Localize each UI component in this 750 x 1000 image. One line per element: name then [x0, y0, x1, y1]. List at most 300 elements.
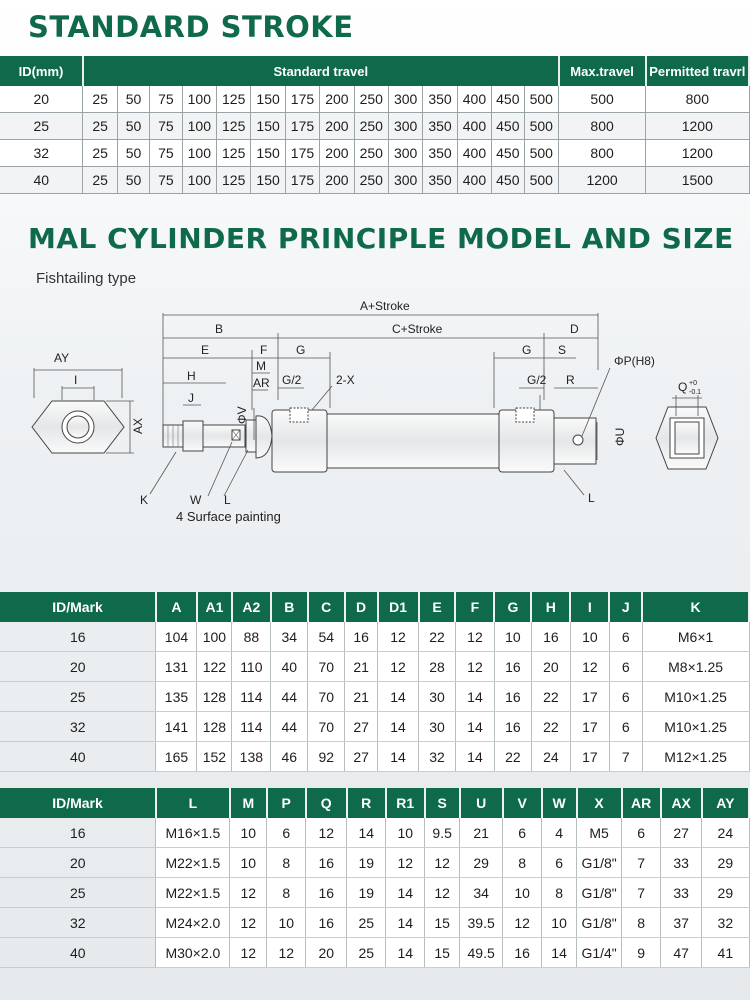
dimensions-2-value-cell: 29	[460, 848, 503, 878]
dimensions-1-value-cell: 16	[531, 622, 570, 652]
dimensions-2-value-cell: 33	[661, 878, 702, 908]
dimensions-2-value-cell: 12	[425, 878, 460, 908]
dimensions-1-value-cell: 128	[197, 712, 232, 742]
dimensions-1-value-cell: 27	[345, 742, 378, 772]
dimensions-1-row	[0, 652, 749, 682]
dimensions-2-value-cell: G1/8"	[577, 878, 622, 908]
dimensions-1-value-cell: 14	[378, 682, 419, 712]
dimensions-2-id-cell: 20	[0, 848, 156, 878]
dimensions-1-header-cell: J	[609, 592, 642, 622]
label-g-half-left: G/2	[282, 373, 302, 387]
dimensions-2-value-cell: 10	[386, 818, 425, 848]
dimensions-2-header-cell: S	[425, 788, 460, 818]
dimensions-1-value-cell: 92	[308, 742, 345, 772]
stroke-travel-cell: 250	[354, 140, 388, 167]
dimensions-1-value-cell: 12	[378, 652, 419, 682]
stroke-travel-cell: 300	[388, 167, 422, 194]
stroke-travel-cell: 25	[83, 113, 117, 140]
dimensions-1-value-cell: 54	[308, 622, 345, 652]
stroke-travel-cell: 25	[83, 86, 117, 113]
dimensions-2-value-cell: 49.5	[460, 938, 503, 968]
dimensions-1-header-cell: K	[642, 592, 749, 622]
label-ax: AX	[131, 417, 145, 434]
label-ar: AR	[253, 376, 270, 390]
stroke-row	[0, 140, 749, 167]
stroke-max-cell: 500	[559, 86, 646, 113]
stroke-travel-cell: 250	[354, 86, 388, 113]
dimensions-2-value-cell: 7	[622, 848, 661, 878]
dimensions-1-value-cell: 14	[455, 682, 494, 712]
dimensions-2-value-cell: 4	[542, 818, 577, 848]
dimensions-2-value-cell: M30×2.0	[156, 938, 230, 968]
dimensions-2-value-cell: 14	[386, 938, 425, 968]
dimensions-2-value-cell: 12	[230, 938, 267, 968]
stroke-travel-cell: 400	[457, 113, 491, 140]
dimensions-2-value-cell: 16	[306, 878, 347, 908]
dimensions-2-value-cell: 9.5	[425, 818, 460, 848]
dimensions-1-header-row	[0, 592, 749, 622]
dimensions-2-value-cell: 16	[503, 938, 542, 968]
dimensions-1-header-cell: H	[531, 592, 570, 622]
label-q: Q	[678, 380, 688, 394]
dimensions-1-value-cell: 70	[308, 712, 345, 742]
dimensions-2-value-cell: M22×1.5	[156, 848, 230, 878]
label-q-tol-up: +0	[689, 380, 697, 387]
dimensions-1-value-cell: 16	[494, 652, 531, 682]
stroke-row	[0, 86, 749, 113]
stroke-travel-cell: 450	[492, 113, 524, 140]
surface-painting-note: 4 Surface painting	[176, 509, 281, 524]
stroke-travel-cell: 500	[524, 167, 559, 194]
stroke-travel-cell: 50	[117, 140, 149, 167]
label-2x: 2-X	[336, 373, 355, 387]
dimensions-1-value-cell: 6	[609, 712, 642, 742]
stroke-travel-cell: 400	[457, 86, 491, 113]
dimensions-1-value-cell: 22	[531, 712, 570, 742]
dimensions-2-header-row	[0, 788, 749, 818]
stroke-travel-cell: 250	[354, 167, 388, 194]
label-b: B	[215, 322, 224, 336]
dimensions-1-header-cell: C	[308, 592, 345, 622]
dimensions-2-row	[0, 878, 749, 908]
label-phi-v: ΦV	[235, 406, 249, 424]
stroke-header-row	[0, 56, 749, 86]
stroke-travel-cell: 100	[182, 113, 216, 140]
dimensions-1-value-cell: 34	[271, 622, 308, 652]
dimensions-2-value-cell: 16	[306, 848, 347, 878]
stroke-travel-cell: 150	[251, 113, 285, 140]
dimensions-2-value-cell: 14	[542, 938, 577, 968]
dimensions-1-value-cell: 138	[232, 742, 271, 772]
dimensions-2-value-cell: 6	[503, 818, 542, 848]
dimensions-1-value-cell: 6	[609, 682, 642, 712]
dimensions-1-header-cell: A1	[197, 592, 232, 622]
dimensions-1-value-cell: 28	[419, 652, 456, 682]
stroke-id-cell: 40	[0, 167, 83, 194]
dimensions-2-value-cell: 25	[347, 938, 386, 968]
dimensions-1-id-cell: 25	[0, 682, 156, 712]
dimensions-1-id-cell: 32	[0, 712, 156, 742]
dimensions-1-value-cell: M8×1.25	[642, 652, 749, 682]
dimensions-1-value-cell: 17	[570, 682, 609, 712]
dimensions-2-id-cell: 32	[0, 908, 156, 938]
dimensions-2-value-cell: 10	[503, 878, 542, 908]
dimensions-2-value-cell: 47	[661, 938, 702, 968]
dimensions-1-value-cell: M10×1.25	[642, 712, 749, 742]
dimensions-2-value-cell: 33	[661, 848, 702, 878]
dimensions-2-header-cell: AY	[702, 788, 749, 818]
dimensions-1-header-cell: D1	[378, 592, 419, 622]
dimensions-table-1	[0, 592, 750, 772]
dimensions-1-value-cell: 12	[378, 622, 419, 652]
stroke-travel-cell: 350	[423, 140, 457, 167]
dimensions-1-value-cell: 27	[345, 712, 378, 742]
dimensions-1-value-cell: 22	[419, 622, 456, 652]
dimensions-2-value-cell: 29	[702, 848, 749, 878]
stroke-id-cell: 20	[0, 86, 83, 113]
stroke-travel-cell: 100	[182, 86, 216, 113]
stroke-travel-cell: 150	[251, 86, 285, 113]
dimensions-2-value-cell: 19	[347, 878, 386, 908]
dimensions-2-value-cell: 14	[347, 818, 386, 848]
stroke-travel-cell: 150	[251, 167, 285, 194]
dimensions-1-value-cell: 165	[156, 742, 197, 772]
stroke-travel-cell: 175	[285, 113, 319, 140]
header-standard-travel: Standard travel	[83, 56, 559, 86]
dimensions-1-value-cell: 131	[156, 652, 197, 682]
stroke-travel-cell: 300	[388, 113, 422, 140]
dimensions-1-value-cell: 114	[232, 712, 271, 742]
label-ay: AY	[54, 351, 70, 365]
label-phi-u: ΦU	[613, 427, 627, 446]
dimensions-2-value-cell: 15	[425, 908, 460, 938]
dimensions-1-value-cell: 141	[156, 712, 197, 742]
dimensions-1-value-cell: 44	[271, 682, 308, 712]
dimensions-1-value-cell: 30	[419, 682, 456, 712]
stroke-max-cell: 800	[559, 113, 646, 140]
stroke-travel-cell: 125	[217, 167, 251, 194]
dimensions-1-header-cell: G	[494, 592, 531, 622]
stroke-travel-cell: 350	[423, 113, 457, 140]
dimensions-1-value-cell: 88	[232, 622, 271, 652]
dimensions-1-value-cell: 100	[197, 622, 232, 652]
stroke-permitted-cell: 800	[646, 86, 749, 113]
dimensions-2-value-cell: M24×2.0	[156, 908, 230, 938]
fishtailing-type-label: Fishtailing type	[36, 270, 137, 287]
label-k: K	[140, 493, 149, 507]
dimensions-1-value-cell: 22	[531, 682, 570, 712]
dimensions-2-value-cell: M16×1.5	[156, 818, 230, 848]
header-permitted-travel: Permitted travrl	[646, 56, 749, 86]
stroke-travel-cell: 100	[182, 167, 216, 194]
dimensions-table-2	[0, 788, 750, 968]
dimensions-2-value-cell: 9	[622, 938, 661, 968]
dimensions-1-value-cell: 122	[197, 652, 232, 682]
dimensions-1-value-cell: M6×1	[642, 622, 749, 652]
dimensions-2-row	[0, 938, 749, 968]
dimensions-2-value-cell: 8	[503, 848, 542, 878]
label-s: S	[558, 343, 567, 357]
dimensions-1-value-cell: 17	[570, 742, 609, 772]
dimensions-1-value-cell: 135	[156, 682, 197, 712]
dimensions-2-value-cell: 6	[622, 818, 661, 848]
dimensions-2-value-cell: 15	[425, 938, 460, 968]
stroke-travel-cell: 25	[83, 167, 117, 194]
dimensions-2-header-cell: L	[156, 788, 230, 818]
stroke-travel-cell: 75	[150, 113, 182, 140]
dimensions-1-header-cell: D	[345, 592, 378, 622]
stroke-travel-cell: 500	[524, 140, 559, 167]
stroke-travel-cell: 350	[423, 86, 457, 113]
stroke-travel-cell: 400	[457, 140, 491, 167]
dimensions-2-value-cell: G1/8"	[577, 908, 622, 938]
dimensions-2-value-cell: 12	[386, 848, 425, 878]
dimensions-1-header-cell: A	[156, 592, 197, 622]
stroke-max-cell: 800	[559, 140, 646, 167]
dimensions-2-value-cell: 8	[622, 908, 661, 938]
dimensions-1-id-cell: 40	[0, 742, 156, 772]
dimensions-1-header-cell: ID/Mark	[0, 592, 156, 622]
dimensions-1-value-cell: 12	[455, 622, 494, 652]
dimensions-2-row	[0, 818, 749, 848]
dimensions-1-value-cell: 16	[494, 712, 531, 742]
dimensions-1-header-cell: B	[271, 592, 308, 622]
dimensions-2-value-cell: 8	[267, 848, 306, 878]
stroke-travel-cell: 50	[117, 113, 149, 140]
dimensions-1-header-cell: A2	[232, 592, 271, 622]
dimensions-1-value-cell: 22	[494, 742, 531, 772]
stroke-travel-cell: 125	[217, 140, 251, 167]
dimensions-2-value-cell: 12	[267, 938, 306, 968]
label-f: F	[260, 343, 268, 357]
dimensions-1-value-cell: 21	[345, 682, 378, 712]
model-size-heading: MAL CYLINDER PRINCIPLE MODEL AND SIZE	[28, 222, 734, 255]
dimensions-1-row	[0, 682, 749, 712]
dimensions-2-id-cell: 25	[0, 878, 156, 908]
label-a-stroke: A+Stroke	[360, 299, 410, 313]
dimensions-2-header-cell: X	[577, 788, 622, 818]
label-e: E	[201, 343, 210, 357]
dimensions-2-value-cell: 34	[460, 878, 503, 908]
standard-stroke-heading: STANDARD STROKE	[28, 10, 354, 44]
dimensions-2-header-cell: M	[230, 788, 267, 818]
dimensions-2-id-cell: 16	[0, 818, 156, 848]
dimensions-2-header-cell: V	[503, 788, 542, 818]
dimensions-1-header-cell: E	[419, 592, 456, 622]
dimensions-2-header-cell: AR	[622, 788, 661, 818]
dimensions-2-value-cell: 21	[460, 818, 503, 848]
dimensions-1-value-cell: M12×1.25	[642, 742, 749, 772]
dimensions-1-value-cell: 16	[345, 622, 378, 652]
dimensions-2-row	[0, 848, 749, 878]
dimensions-2-value-cell: 10	[267, 908, 306, 938]
label-i: I	[74, 373, 78, 387]
dimensions-1-row	[0, 712, 749, 742]
stroke-travel-cell: 175	[285, 86, 319, 113]
dimensions-2-value-cell: 8	[542, 878, 577, 908]
dimensions-1-value-cell: 6	[609, 622, 642, 652]
dimensions-1-value-cell: 24	[531, 742, 570, 772]
stroke-travel-cell: 75	[150, 167, 182, 194]
dimensions-1-header-cell: I	[570, 592, 609, 622]
dimensions-1-value-cell: 10	[494, 622, 531, 652]
stroke-travel-cell: 400	[457, 167, 491, 194]
dimensions-1-value-cell: 17	[570, 712, 609, 742]
dimensions-2-value-cell: 24	[702, 818, 749, 848]
dimensions-1-value-cell: 12	[455, 652, 494, 682]
dimensions-1-value-cell: 21	[345, 652, 378, 682]
stroke-permitted-cell: 1200	[646, 113, 749, 140]
dimensions-2-header-cell: W	[542, 788, 577, 818]
label-c-stroke: C+Stroke	[392, 322, 443, 336]
label-l-left: L	[224, 493, 231, 507]
dimensions-2-value-cell: G1/4"	[577, 938, 622, 968]
dimensions-2-value-cell: 6	[542, 848, 577, 878]
stroke-travel-cell: 450	[492, 167, 524, 194]
dimensions-1-value-cell: 30	[419, 712, 456, 742]
stroke-travel-cell: 125	[217, 86, 251, 113]
stroke-travel-cell: 25	[83, 140, 117, 167]
label-g-right: G	[522, 343, 532, 357]
dimensions-2-value-cell: 20	[306, 938, 347, 968]
dimensions-1-value-cell: 152	[197, 742, 232, 772]
dimensions-2-value-cell: 41	[702, 938, 749, 968]
label-w: W	[190, 493, 202, 507]
dimensions-1-value-cell: 14	[378, 742, 419, 772]
dimensions-2-value-cell: 7	[622, 878, 661, 908]
dimensions-1-value-cell: 12	[570, 652, 609, 682]
dimensions-1-value-cell: 14	[455, 742, 494, 772]
dimensions-2-value-cell: 12	[425, 848, 460, 878]
dimensions-2-value-cell: 12	[503, 908, 542, 938]
dimensions-2-value-cell: 32	[702, 908, 749, 938]
dimensions-2-header-cell: P	[267, 788, 306, 818]
dimensions-1-value-cell: 14	[455, 712, 494, 742]
dimensions-2-header-cell: R1	[386, 788, 425, 818]
label-phi-p: ΦP(H8)	[614, 354, 655, 368]
dimensions-2-header-cell: R	[347, 788, 386, 818]
stroke-travel-cell: 300	[388, 140, 422, 167]
dimensions-2-value-cell: G1/8"	[577, 848, 622, 878]
dimensions-1-value-cell: 14	[378, 712, 419, 742]
stroke-travel-cell: 350	[423, 167, 457, 194]
stroke-travel-cell: 200	[320, 140, 354, 167]
stroke-travel-cell: 50	[117, 167, 149, 194]
dimensions-2-value-cell: 16	[306, 908, 347, 938]
stroke-permitted-cell: 1200	[646, 140, 749, 167]
dimensions-1-row	[0, 622, 749, 652]
dimensions-2-value-cell: 8	[267, 878, 306, 908]
dimensions-2-row	[0, 908, 749, 938]
dimensions-1-value-cell: 70	[308, 682, 345, 712]
dimensions-1-value-cell: M10×1.25	[642, 682, 749, 712]
dimensions-1-value-cell: 40	[271, 652, 308, 682]
dimensions-2-value-cell: 12	[306, 818, 347, 848]
dimensions-2-value-cell: 39.5	[460, 908, 503, 938]
stroke-travel-cell: 150	[251, 140, 285, 167]
label-h: H	[187, 369, 196, 383]
stroke-travel-cell: 50	[117, 86, 149, 113]
cylinder-drawing	[0, 290, 750, 530]
dimensions-2-value-cell: 10	[230, 848, 267, 878]
stroke-travel-cell: 250	[354, 113, 388, 140]
dimensions-2-value-cell: 29	[702, 878, 749, 908]
stroke-travel-cell: 450	[492, 86, 524, 113]
dimensions-2-value-cell: 10	[230, 818, 267, 848]
label-q-tol-down: -0.1	[689, 389, 702, 396]
header-id: ID(mm)	[0, 56, 83, 86]
stroke-travel-cell: 200	[320, 167, 354, 194]
dimensions-1-value-cell: 10	[570, 622, 609, 652]
dimensions-2-value-cell: 37	[661, 908, 702, 938]
standard-stroke-table	[0, 56, 750, 194]
dimensions-2-value-cell: M22×1.5	[156, 878, 230, 908]
stroke-travel-cell: 200	[320, 113, 354, 140]
stroke-travel-cell: 175	[285, 140, 319, 167]
dimensions-1-value-cell: 110	[232, 652, 271, 682]
dimensions-2-value-cell: 14	[386, 908, 425, 938]
stroke-id-cell: 25	[0, 113, 83, 140]
dimensions-1-value-cell: 6	[609, 652, 642, 682]
dimensions-1-id-cell: 20	[0, 652, 156, 682]
stroke-max-cell: 1200	[559, 167, 646, 194]
stroke-travel-cell: 100	[182, 140, 216, 167]
dimensions-1-value-cell: 44	[271, 712, 308, 742]
dimensions-2-value-cell: M5	[577, 818, 622, 848]
label-g-left: G	[296, 343, 306, 357]
dimensions-2-value-cell: 19	[347, 848, 386, 878]
stroke-travel-cell: 500	[524, 86, 559, 113]
dimensions-1-value-cell: 16	[494, 682, 531, 712]
dimensions-1-value-cell: 70	[308, 652, 345, 682]
dimensions-2-value-cell: 10	[542, 908, 577, 938]
dimensions-2-value-cell: 12	[230, 878, 267, 908]
stroke-travel-cell: 500	[524, 113, 559, 140]
label-d: D	[570, 322, 579, 336]
dimensions-1-row	[0, 742, 749, 772]
dimensions-1-value-cell: 46	[271, 742, 308, 772]
stroke-row	[0, 167, 749, 194]
stroke-travel-cell: 175	[285, 167, 319, 194]
dimensions-2-value-cell: 27	[661, 818, 702, 848]
dimensions-1-value-cell: 32	[419, 742, 456, 772]
stroke-id-cell: 32	[0, 140, 83, 167]
stroke-travel-cell: 450	[492, 140, 524, 167]
stroke-travel-cell: 200	[320, 86, 354, 113]
label-m: M	[256, 359, 266, 373]
stroke-travel-cell: 300	[388, 86, 422, 113]
label-j: J	[188, 391, 194, 405]
stroke-travel-cell: 75	[150, 140, 182, 167]
header-max-travel: Max.travel	[559, 56, 646, 86]
dimensions-2-header-cell: AX	[661, 788, 702, 818]
dimensions-1-id-cell: 16	[0, 622, 156, 652]
dimensions-2-value-cell: 14	[386, 878, 425, 908]
dimensions-2-id-cell: 40	[0, 938, 156, 968]
dimensions-1-header-cell: F	[455, 592, 494, 622]
dimensions-2-value-cell: 25	[347, 908, 386, 938]
label-g-half-right: G/2	[527, 373, 547, 387]
label-l-right: L	[588, 491, 595, 505]
dimensions-1-value-cell: 104	[156, 622, 197, 652]
dimensions-2-value-cell: 12	[230, 908, 267, 938]
dimensions-2-value-cell: 6	[267, 818, 306, 848]
dimensions-1-value-cell: 7	[609, 742, 642, 772]
stroke-row	[0, 113, 749, 140]
dimensions-1-value-cell: 114	[232, 682, 271, 712]
label-r: R	[566, 373, 575, 387]
dimensions-2-header-cell: Q	[306, 788, 347, 818]
